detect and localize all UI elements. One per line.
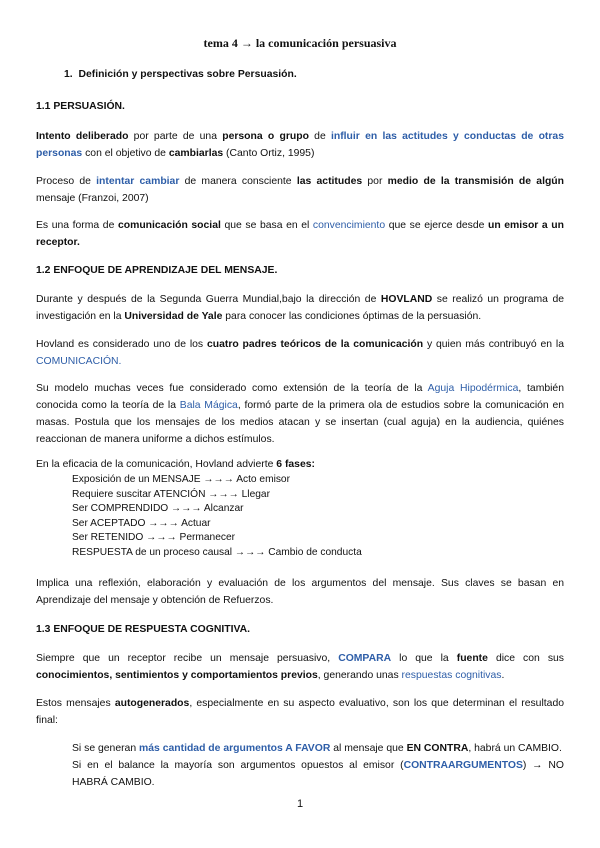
- list-item: Ser COMPRENDIDO →→→ Alcanzar: [72, 503, 244, 515]
- paragraph-hovland-father: Hovland es considerado uno de los cuatro padres teóricos de la comunicación y quien más contribuyó en la COMUNICACIÓN.: [36, 339, 564, 367]
- section-1-1-heading: 1.1 PERSUASIÓN.: [36, 101, 125, 112]
- paragraph-implications: Implica una reflexión, elaboración y evaluación de los argumentos del mensaje. Sus claves se basan en Aprendizaje del mensaje y obtención de Refuerzos.: [36, 578, 564, 606]
- paragraph-phases-intro: En la eficacia de la comunicación, Hovland advierte 6 fases:: [36, 459, 315, 470]
- paragraph-hypodermic-needle: Su modelo muchas veces fue considerado como extensión de la teoría de la Aguja Hipodérmica, también conocida como la teoría de la Bala Mágica, formó parte de la primera ola de estudios sobre la comunicación en masas. Postula que los mensajes de los medios atacan y se insertan (cual aguja) en la audiencia, quiénes reaccionan de manera uniforme a dichos estímulos.: [36, 383, 565, 445]
- paragraph-persuasion-process: Proceso de intentar cambiar de manera consciente las actitudes por medio de la transmisión de algún mensaje (Franzoi, 2007): [36, 176, 564, 204]
- list-item: Exposición de un MENSAJE →→→ Acto emisor: [72, 474, 290, 485]
- paragraph-hovland-program: Durante y después de la Segunda Guerra Mundial,bajo la dirección de HOVLAND se realizó un programa de investigación en la Universidad de Yale para conocer las condiciones óptimas de la persuasión.: [36, 294, 565, 322]
- phases-list: [72, 473, 552, 561]
- paragraph-persuasion-definition: Intento deliberado por parte de una persona o grupo de influir en las actitudes y conductas de otras personas con el objetivo de cambiarlas (Canto Ortiz, 1995): [36, 131, 564, 159]
- paragraph-autogenerated: Estos mensajes autogenerados, especialmente en su aspecto evaluativo, son los que determinan el resultado final:: [36, 698, 564, 726]
- list-item: Requiere suscitar ATENCIÓN →→→ Llegar: [72, 488, 270, 500]
- document-title: tema 4 → la comunicación persuasiva: [203, 36, 397, 50]
- bullet-favor: Si se generan más cantidad de argumentos A FAVOR al mensaje que EN CONTRA, habrá un CAMBIO.: [72, 743, 562, 754]
- section-1-2-heading: 1.2 ENFOQUE DE APRENDIZAJE DEL MENSAJE.: [36, 265, 278, 276]
- section-1-heading: 1. Definición y perspectivas sobre Persuasión.: [64, 69, 297, 80]
- paragraph-persuasion-social: Es una forma de comunicación social que se basa en el convencimiento que se ejerce desde un emisor a un receptor.: [36, 220, 564, 248]
- list-item: Ser RETENIDO →→→ Permanecer: [72, 532, 236, 544]
- list-item: RESPUESTA de un proceso causal →→→ Cambio de conducta: [72, 546, 362, 558]
- bullet-counterarguments: Si en el balance la mayoría son argumentos opuestos al emisor (CONTRAARGUMENTOS) → NO HABRÁ CAMBIO.: [72, 760, 564, 788]
- list-item: Ser ACEPTADO →→→ Actuar: [72, 517, 211, 529]
- section-1-3-heading: 1.3 ENFOQUE DE RESPUESTA COGNITIVA.: [36, 624, 251, 635]
- paragraph-cognitive-response: Siempre que un receptor recibe un mensaje persuasivo, COMPARA lo que la fuente dice con sus conocimientos, sentimientos y comportamientos previos, generando unas respuestas cognitivas.: [36, 653, 564, 681]
- page-number: 1: [296, 798, 304, 810]
